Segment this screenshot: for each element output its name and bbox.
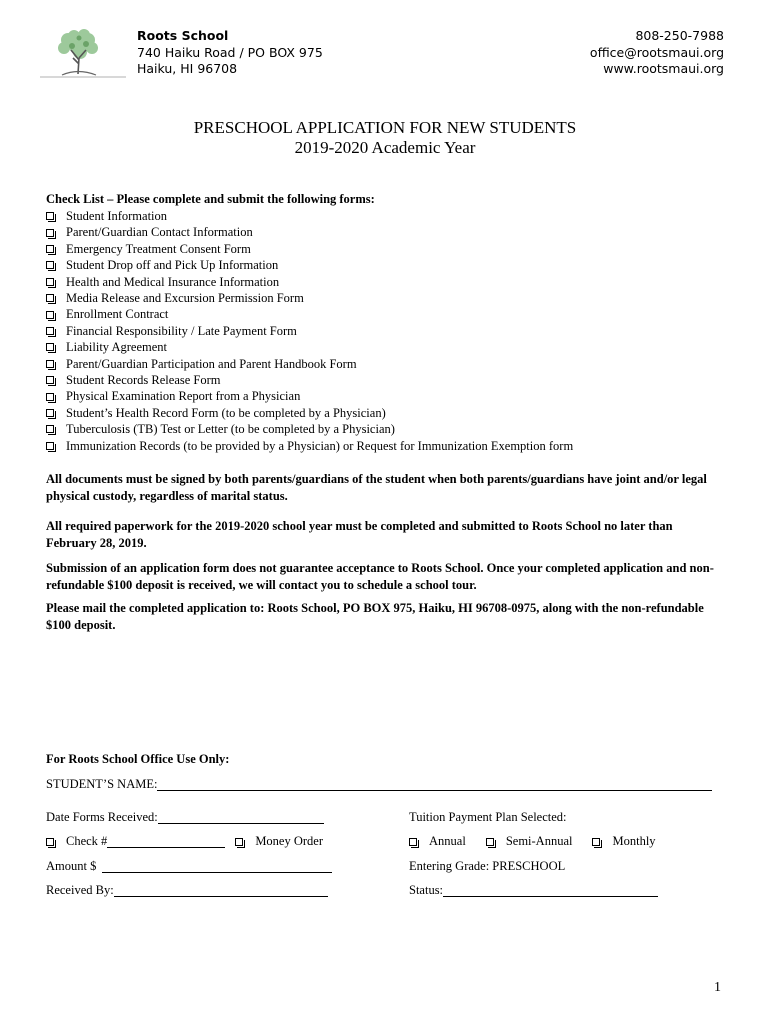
entering-grade-label: Entering Grade: PRESCHOOL: [409, 859, 566, 873]
received-by-field[interactable]: [114, 885, 328, 897]
checkbox-icon[interactable]: [46, 212, 54, 220]
date-forms-row: [46, 810, 324, 825]
status-row: [409, 883, 658, 898]
money-order-label: Money Order: [255, 834, 324, 848]
checkbox-icon[interactable]: [46, 442, 54, 450]
page-number: 1: [714, 980, 721, 995]
checkbox-icon[interactable]: [46, 294, 54, 302]
checkbox-icon[interactable]: [46, 327, 54, 335]
email-address[interactable]: office@rootsmaui.org: [589, 44, 724, 60]
status-field[interactable]: [443, 885, 658, 897]
title-line-1: PRESCHOOL APPLICATION FOR NEW STUDENTS: [193, 118, 577, 137]
checkbox-icon[interactable]: [235, 838, 243, 846]
acceptance-notice: Submission of an application form does not guarantee acceptance to Roots School. Once your completed application and non-refundable $100 deposit is received, we will contact you to schedule a school tour.: [46, 561, 714, 592]
checkbox-icon[interactable]: [409, 838, 417, 846]
phone-number: 808-250-7988: [635, 28, 724, 43]
school-address: [137, 28, 323, 78]
tuition-plan-options: [409, 834, 656, 849]
received-by-row: [46, 883, 328, 898]
list-item: Student Records Release Form: [46, 372, 573, 388]
checkbox-icon[interactable]: [46, 229, 54, 237]
received-by-label: Received By:: [46, 883, 114, 897]
checklist-heading: Check List – Please complete and submit the following forms:: [46, 192, 375, 206]
checkbox-icon[interactable]: [592, 838, 600, 846]
list-item: Student Drop off and Pick Up Information: [46, 257, 573, 273]
list-item: Emergency Treatment Consent Form: [46, 241, 573, 257]
checkbox-icon[interactable]: [46, 409, 54, 417]
list-item: Parent/Guardian Contact Information: [46, 224, 573, 240]
amount-label: Amount $: [46, 859, 97, 873]
checkbox-icon[interactable]: [46, 261, 54, 269]
checkbox-icon[interactable]: [46, 278, 54, 286]
website-link[interactable]: www.rootsmaui.org: [603, 61, 724, 76]
checkbox-icon[interactable]: [46, 360, 54, 368]
deadline-notice: All required paperwork for the 2019-2020 school year must be completed and submitted to Roots School no later than February 28, 2019.: [46, 519, 673, 550]
amount-field[interactable]: [102, 861, 332, 873]
list-item: Parent/Guardian Participation and Parent Handbook Form: [46, 356, 573, 372]
status-label: Status:: [409, 883, 444, 897]
list-item: Health and Medical Insurance Information: [46, 274, 573, 290]
checkbox-icon[interactable]: [46, 343, 54, 351]
amount-row: [46, 859, 332, 874]
semi-annual-label: Semi-Annual: [505, 834, 573, 848]
date-forms-label: Date Forms Received:: [46, 810, 158, 824]
list-item: Student’s Health Record Form (to be completed by a Physician): [46, 405, 573, 421]
checkbox-icon[interactable]: [46, 425, 54, 433]
list-item: Tuberculosis (TB) Test or Letter (to be completed by a Physician): [46, 421, 573, 437]
title-line-2: 2019-2020 Academic Year: [294, 138, 476, 157]
monthly-label: Monthly: [612, 834, 656, 848]
list-item: Physical Examination Report from a Physician: [46, 388, 573, 404]
tree-logo-icon: [40, 28, 128, 80]
signatures-notice: All documents must be signed by both parents/guardians of the student when both parents/guardians have joint and/or legal physical custody, regardless of marital status.: [46, 472, 707, 503]
list-item: Enrollment Contract: [46, 306, 573, 322]
address-line-2: Haiku, HI 96708: [137, 61, 238, 76]
school-contact: [590, 28, 724, 78]
checkbox-icon[interactable]: [486, 838, 494, 846]
list-item: Student Information: [46, 208, 573, 224]
student-name-label: STUDENT’S NAME:: [46, 777, 158, 791]
address-line-1: 740 Haiku Road / PO BOX 975: [137, 44, 323, 60]
school-name: Roots School: [137, 28, 229, 43]
annual-label: Annual: [429, 834, 466, 848]
payment-method-row: [46, 834, 323, 849]
checklist: [46, 208, 573, 454]
list-item: Financial Responsibility / Late Payment Form: [46, 323, 573, 339]
tuition-plan-label: Tuition Payment Plan Selected:: [409, 810, 567, 824]
checkbox-icon[interactable]: [46, 311, 54, 319]
list-item: Immunization Records (to be provided by a Physician) or Request for Immunization Exemption form: [46, 438, 573, 454]
checkbox-icon[interactable]: [46, 245, 54, 253]
mailing-notice: Please mail the completed application to: Roots School, PO BOX 975, Haiku, HI 96708-0975, along with the non-refundable $100 deposit.: [46, 601, 704, 632]
list-item: Liability Agreement: [46, 339, 573, 355]
list-item: Media Release and Excursion Permission Form: [46, 290, 573, 306]
office-use-heading: For Roots School Office Use Only:: [46, 752, 230, 766]
checkbox-icon[interactable]: [46, 376, 54, 384]
check-number-field[interactable]: [107, 836, 225, 848]
date-forms-field[interactable]: [158, 812, 324, 824]
checkbox-icon[interactable]: [46, 838, 54, 846]
check-number-label: Check #: [66, 834, 108, 848]
student-name-field[interactable]: [157, 779, 712, 791]
student-name-row: [46, 777, 712, 792]
checkbox-icon[interactable]: [46, 393, 54, 401]
page-title: [0, 118, 770, 158]
